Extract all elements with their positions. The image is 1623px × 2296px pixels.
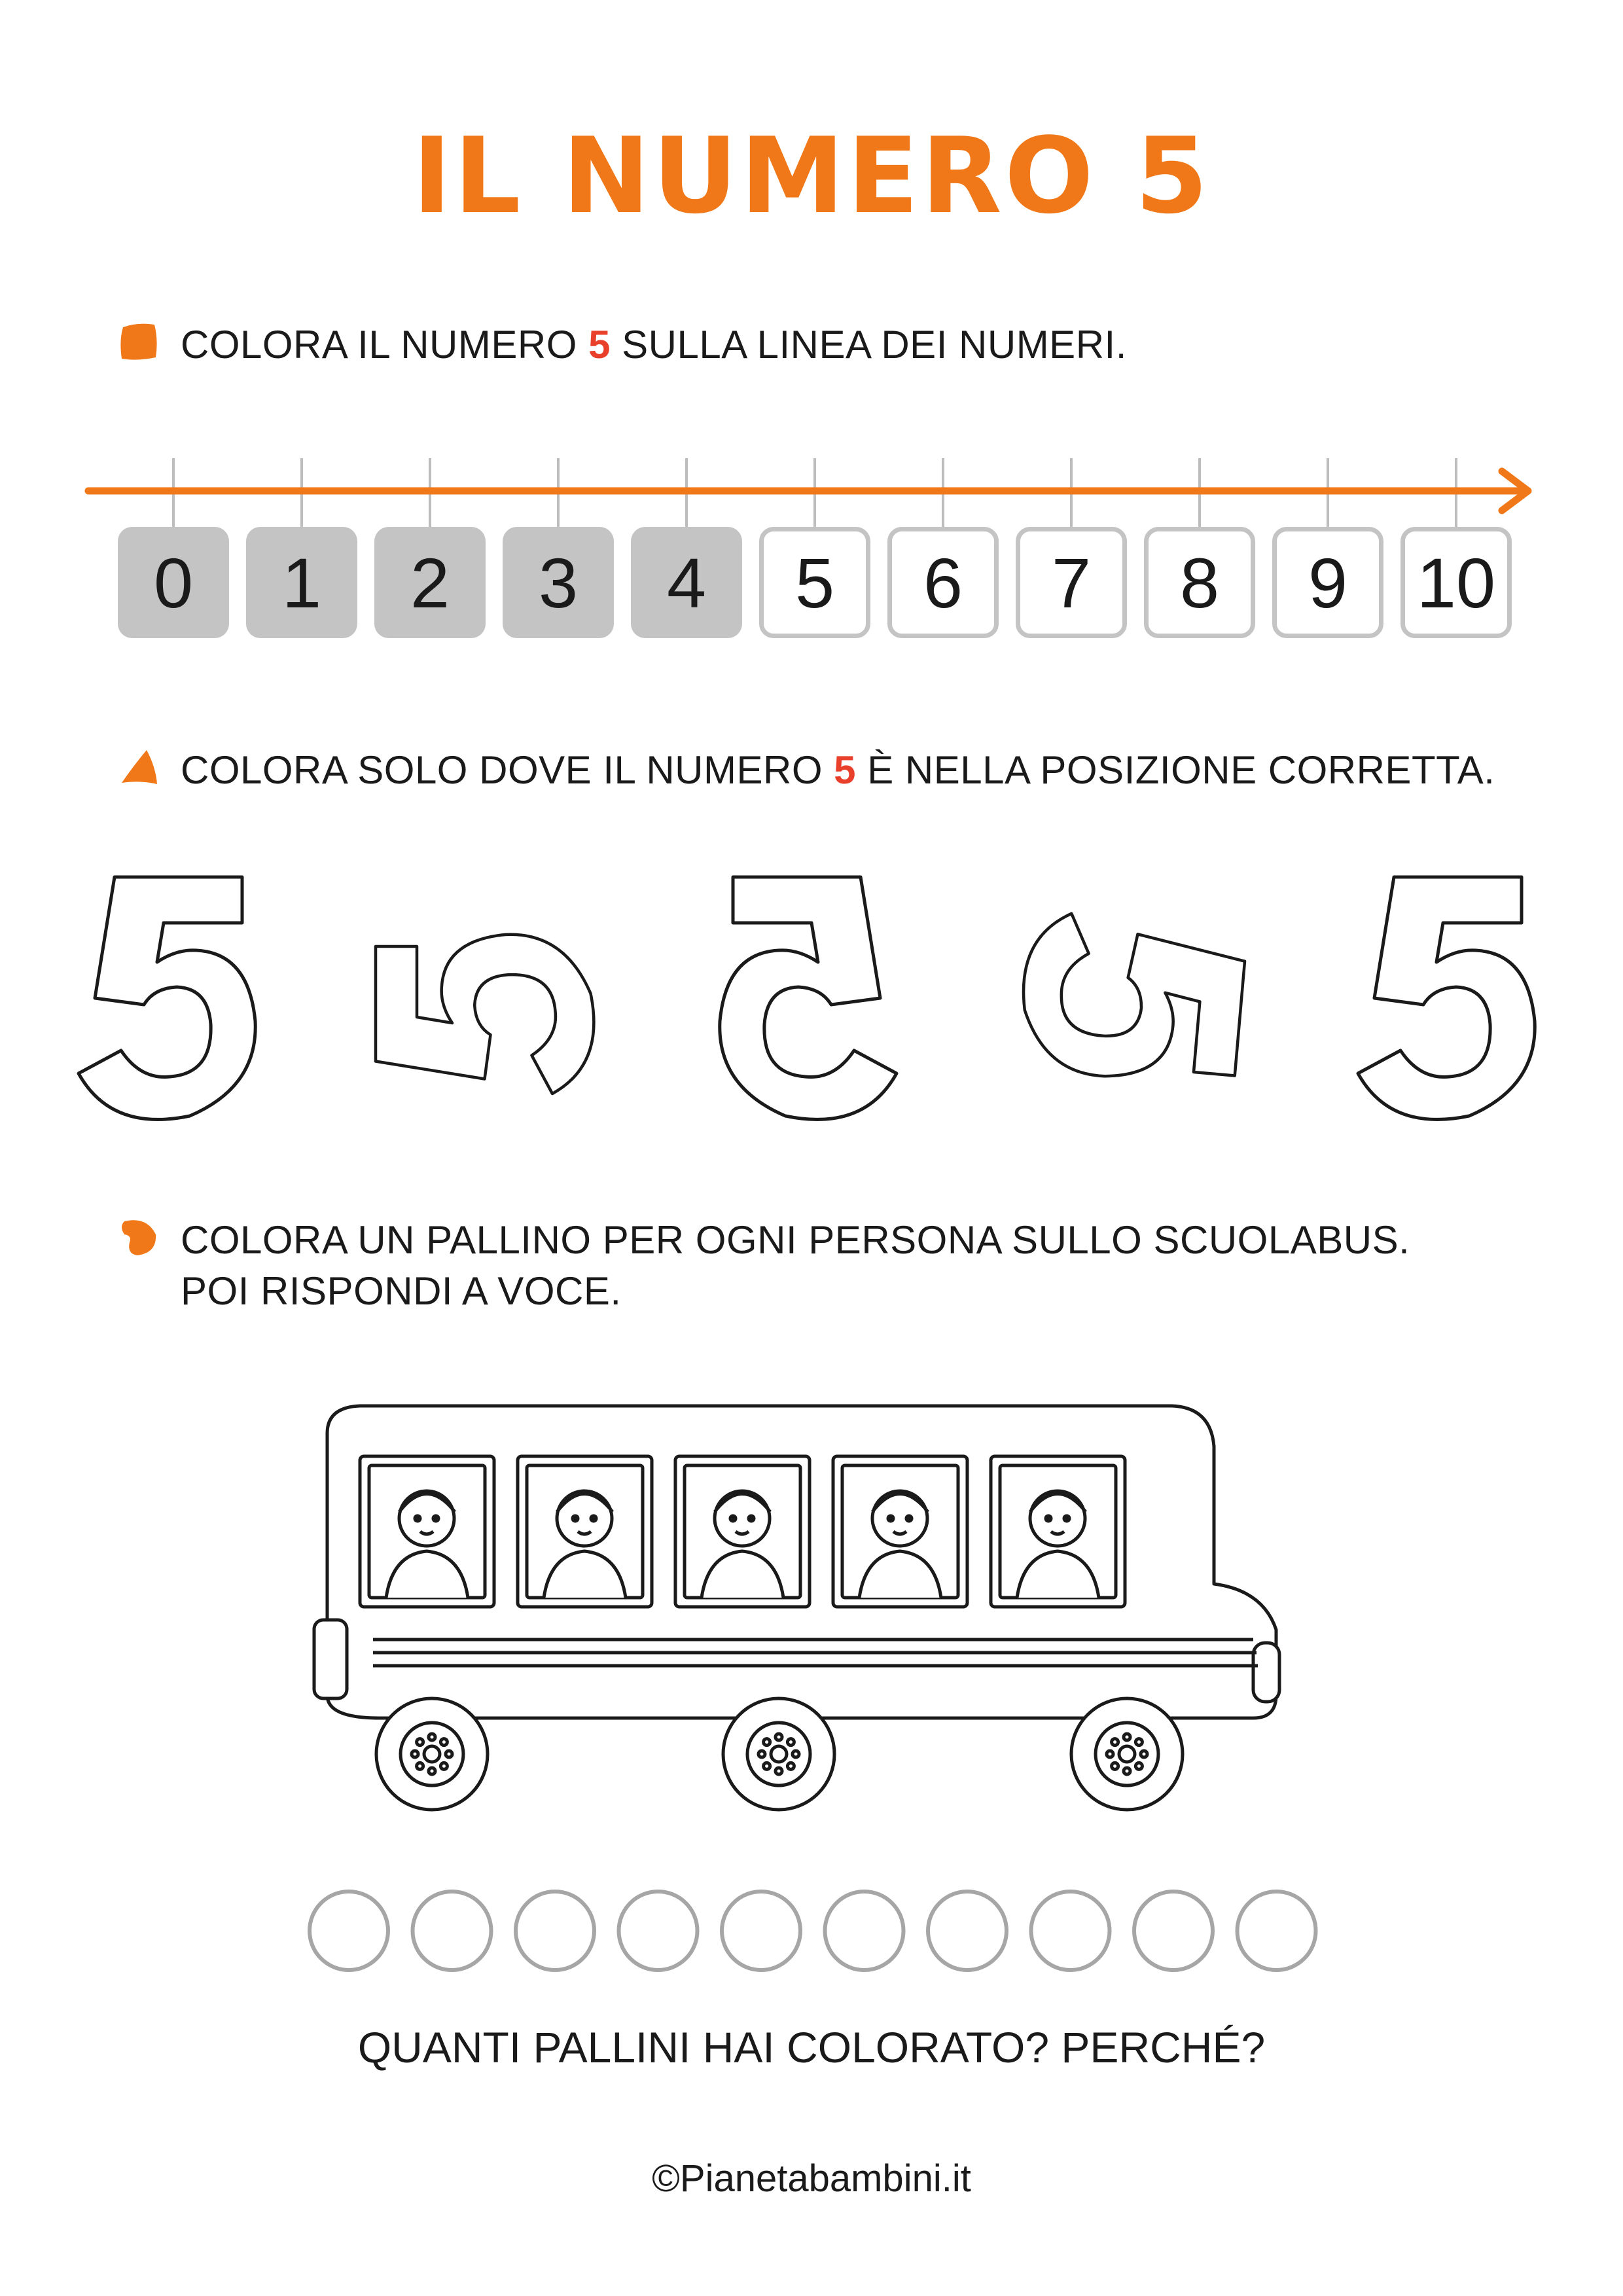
number-box-10: 10 xyxy=(1400,527,1512,638)
answer-circle xyxy=(310,1892,388,1970)
bus-window-2 xyxy=(518,1456,652,1607)
five-rotated-right xyxy=(1016,910,1247,1087)
five-rotated-left xyxy=(376,935,594,1094)
bus-window-3 xyxy=(675,1456,810,1607)
answer-circle xyxy=(722,1892,800,1970)
bus-window-1 xyxy=(360,1456,494,1607)
bus-window-5 xyxy=(991,1456,1125,1607)
number-box-0: 0 xyxy=(118,527,229,638)
orange-triangle-bullet-icon xyxy=(118,746,160,788)
number-box-5: 5 xyxy=(759,527,870,638)
number-line xyxy=(0,445,1623,530)
number-box-2: 2 xyxy=(374,527,486,638)
instruction-3: COLORA UN PALLINO PER OGNI PERSONA SULLO SCUOLABUS. POI RISPONDI A VOCE. xyxy=(181,1218,1410,1313)
answer-circle xyxy=(825,1892,904,1970)
five-upright-1 xyxy=(79,877,255,1119)
page-title: IL NUMERO 5 xyxy=(412,115,1211,237)
orange-blob-bullet-icon xyxy=(118,1216,160,1258)
number-box-8: 8 xyxy=(1144,527,1255,638)
bus-window-4 xyxy=(833,1456,967,1607)
bus-wheel-1 xyxy=(376,1698,488,1810)
instruction-2: COLORA SOLO DOVE IL NUMERO 5 È NELLA POSIZIONE CORRETTA. xyxy=(181,748,1495,792)
number-box-7: 7 xyxy=(1016,527,1127,638)
copyright-footer: ©Pianetabambini.it xyxy=(652,2157,971,2200)
answer-circle xyxy=(619,1892,698,1970)
instruction-1: COLORA IL NUMERO 5 SULLA LINEA DEI NUMERI. xyxy=(181,323,1127,367)
answer-circle xyxy=(928,1892,1007,1970)
number-box-1: 1 xyxy=(246,527,357,638)
question-text: QUANTI PALLINI HAI COLORATO? PERCHÉ? xyxy=(357,2023,1266,2072)
answer-circle xyxy=(1134,1892,1213,1970)
answer-circles xyxy=(0,1885,1623,1977)
answer-circle xyxy=(1238,1892,1316,1970)
five-mirrored xyxy=(720,877,897,1119)
answer-circle xyxy=(1031,1892,1110,1970)
number-box-3: 3 xyxy=(503,527,614,638)
fives-row xyxy=(0,851,1623,1165)
orange-square-bullet-icon xyxy=(118,321,160,363)
bus-wheel-2 xyxy=(723,1698,834,1810)
number-box-4: 4 xyxy=(631,527,742,638)
number-box-6: 6 xyxy=(887,527,999,638)
school-bus-illustration xyxy=(301,1394,1322,1839)
bus-wheel-3 xyxy=(1071,1698,1183,1810)
answer-circle xyxy=(413,1892,491,1970)
five-upright-2 xyxy=(1358,877,1535,1119)
answer-circle xyxy=(516,1892,594,1970)
number-box-9: 9 xyxy=(1272,527,1383,638)
